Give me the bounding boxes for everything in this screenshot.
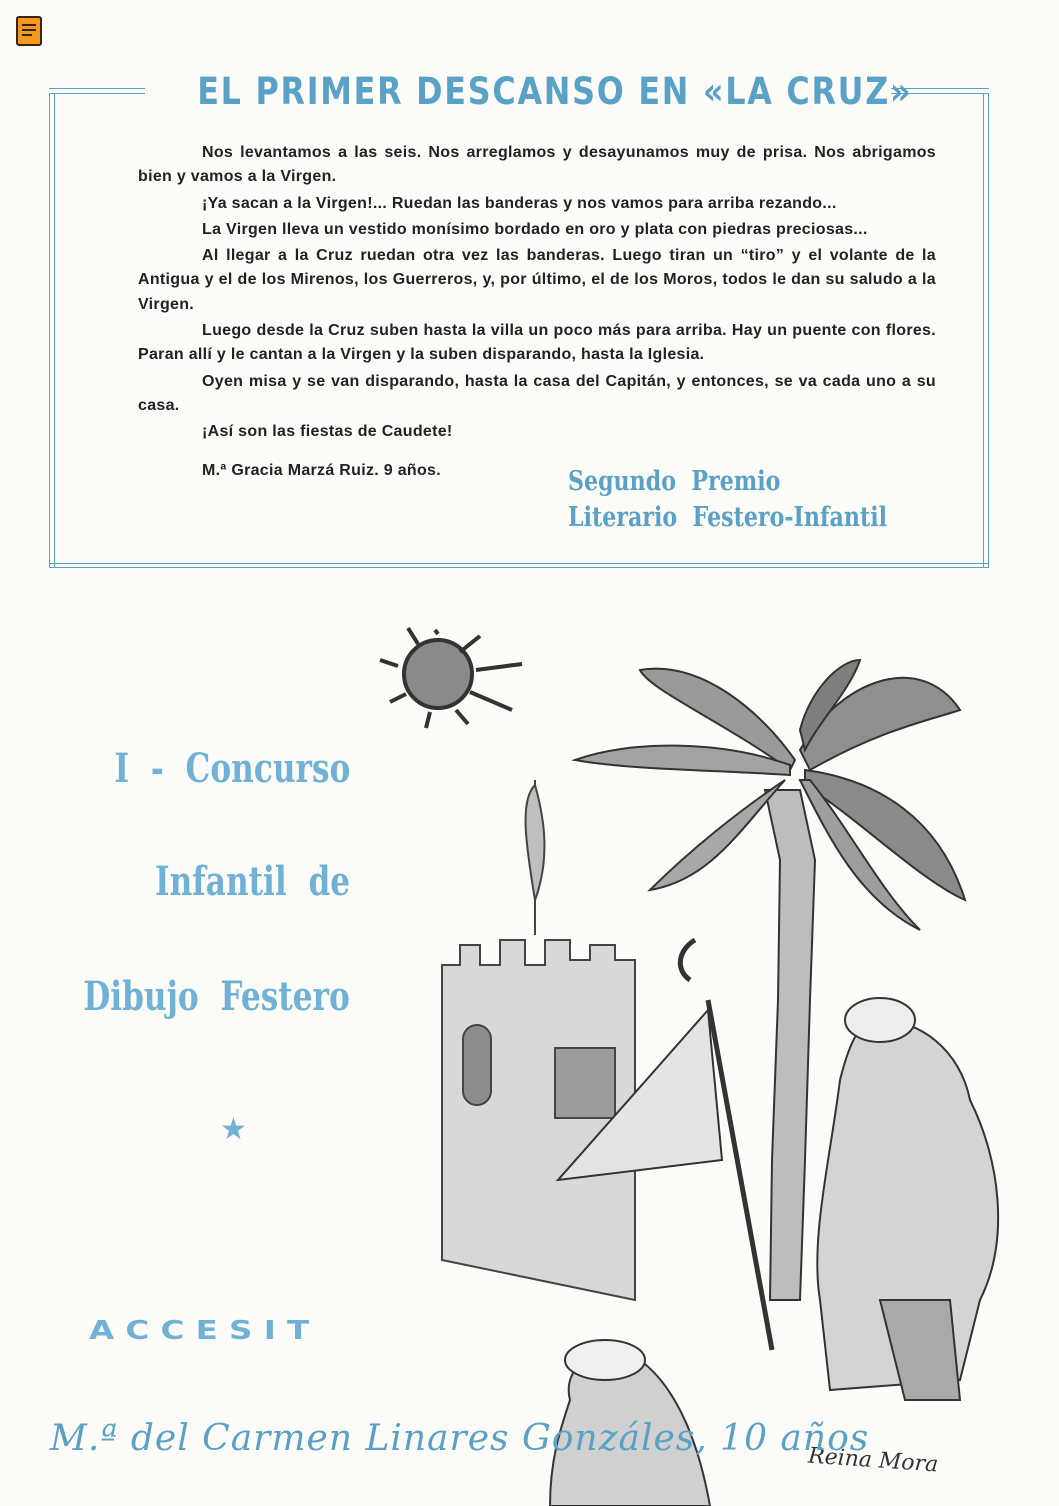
paragraph: Luego desde la Cruz suben hasta la villa un poco más para arriba. Hay un puente con flores. Paran allí y le cantan a la Virgen y la suben disparando, hasta la Iglesia. <box>138 322 936 364</box>
paragraph: Al llegar a la Cruz ruedan otra vez las banderas. Luego tiran un “tiro” y el volante de la Antigua y el de los Mirenos, los Guerreros, y, por último, el de los Moros, todos le dan su saludo a la Virgen. <box>138 247 936 313</box>
contest-line-2: Infantil de <box>154 858 350 905</box>
award-label: ACCESIT <box>89 1316 321 1346</box>
article-signature: M.ª Gracia Marzá Ruiz. 9 años. <box>202 461 441 479</box>
festive-drawing <box>360 600 1020 1506</box>
paragraph: Oyen misa y se van disparando, hasta la casa del Capitán, y entonces, se va cada uno a su casa. <box>138 372 936 414</box>
paragraph: La Virgen lleva un vestido monísimo bordado en oro y plata con piedras preciosas... <box>202 220 868 238</box>
tower <box>442 780 635 1300</box>
drawing-author: M.ª del Carmen Linares Gonzáles, 10 años <box>50 1418 870 1459</box>
star-icon: ★ <box>220 1113 247 1146</box>
paragraph: ¡Ya sacan a la Virgen!... Ruedan las banderas y nos vamos para arriba rezando... <box>202 194 837 212</box>
article-body <box>138 141 936 485</box>
contest-line-3: Dibujo Festero <box>83 973 350 1020</box>
article-title: EL PRIMER DESCANSO EN «LA CRUZ» <box>197 70 913 113</box>
document-icon[interactable] <box>16 16 42 46</box>
moor-figure <box>817 998 998 1400</box>
sun-icon <box>380 628 522 728</box>
drawing-signature: Reina Mora <box>807 1443 940 1478</box>
paragraph: Nos levantamos a las seis. Nos arreglamos y desayunamos muy de prisa. Nos abrigamos bien y vamos a la Virgen. <box>138 144 936 186</box>
contest-line-1: I - Concurso <box>114 745 350 792</box>
closing-line: ¡Así son las fiestas de Caudete! <box>202 423 453 441</box>
prize-label: Segundo Premio Literario Festero-Infantil <box>568 466 888 533</box>
